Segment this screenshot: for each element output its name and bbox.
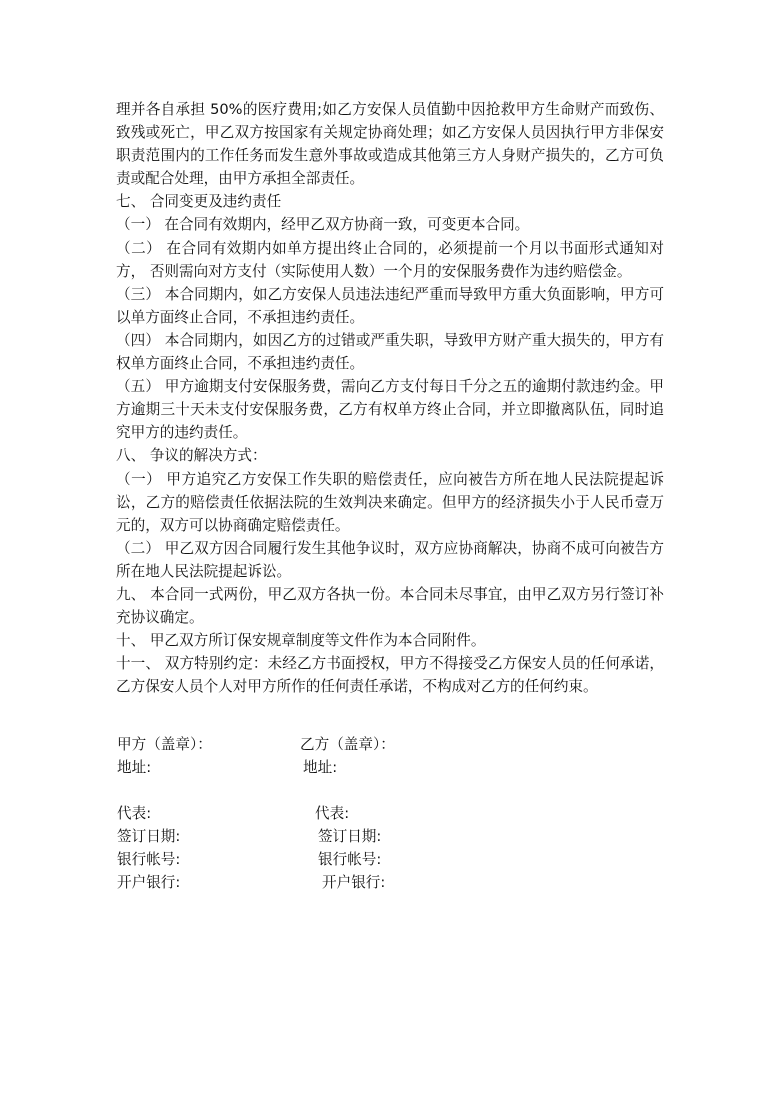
section-7-heading: 七、 合同变更及违约责任 [116,193,282,211]
section-10: 十、 甲乙双方所订保安规章制度等文件作为本合同附件。 [116,632,486,650]
section-7-clause-3: （三） 本合同期内，如乙方安保人员违法违纪严重而导致甲方重大负面影响，甲方可以单方面终止合同，不承担违约责任。 [116,285,664,326]
party-a-representative-label: 代表: [117,805,152,822]
signature-row-representative [117,802,537,825]
section-8-clause-2: （二） 甲乙双方因合同履行发生其他争议时，双方应协商解决，协商不成可向被告方所在地人民法院提起诉讼。 [116,539,664,580]
party-b-bank-label: 开户银行: [322,874,386,891]
signature-row-bank [117,871,537,894]
paragraph-medical-costs: 理并各自承担 50%的医疗费用;如乙方安保人员值勤中因抢救甲方生命财产而致伤、致残或死亡，甲乙双方按国家有关规定协商处理；如乙方安保人员因执行甲方非保安职责范围内的工作任务而发生意外事故或造成其他第三方人身财产损失的，乙方可负责或配合处理，由甲方承担全部责任。 [116,101,664,188]
section-7-clause-5: （五） 甲方逾期支付安保服务费，需向乙方支付每日千分之五的逾期付款违约金。甲方逾期三十天未支付安保服务费，乙方有权单方终止合同，并立即撤离队伍，同时追究甲方的违约责任。 [116,378,664,442]
signature-row-date [117,825,537,848]
signature-row-seal [117,733,537,756]
party-b-date-label: 签订日期: [318,828,382,845]
section-8-clause-1: （一） 甲方追究乙方安保工作失职的赔偿责任，应向被告方所在地人民法院提起诉讼，乙方的赔偿责任依据法院的生效判决来确定。但甲方的经济损失小于人民币壹万元的，双方可以协商确定赔偿责任。 [116,470,664,534]
section-8-heading: 八、 争议的解决方式： [116,447,267,465]
section-7-clause-1: （一） 在合同有效期内，经甲乙双方协商一致，可变更本合同。 [116,216,530,234]
signature-row-address [117,756,537,779]
party-b-bank-account-label: 银行帐号: [318,851,382,868]
party-a-address-label: 地址: [117,759,152,776]
party-a-date-label: 签订日期: [117,828,181,845]
section-11: 十一、 双方特别约定：未经乙方书面授权，甲方不得接受乙方保安人员的任何承诺，乙方保安人员个人对甲方所作的任何责任承诺，不构成对乙方的任何约束。 [116,655,664,696]
party-b-seal-label: 乙方（盖章）： [300,736,395,753]
section-7-clause-4: （四） 本合同期内，如因乙方的过错或严重失职，导致甲方财产重大损失的，甲方有权单方面终止合同，不承担违约责任。 [116,331,664,373]
section-9: 九、 本合同一式两份，甲乙双方各执一份。本合同未尽事宜，由甲乙双方另行签订补充协议确定。 [116,585,664,627]
party-a-bank-label: 开户银行: [117,874,181,891]
party-a-bank-account-label: 银行帐号: [117,851,181,868]
signature-row-bank-account [117,848,537,871]
party-b-representative-label: 代表: [315,805,350,822]
section-7-clause-2: （二） 在合同有效期内如单方提出终止合同的，必须提前一个月以书面形式通知对方， 否则需向对方支付（实际使用人数）一个月的安保服务费作为违约赔偿金。 [116,239,664,280]
contract-body [116,98,664,698]
party-b-address-label: 地址: [303,759,338,776]
signature-block [117,733,537,894]
party-a-seal-label: 甲方（盖章）： [117,736,212,753]
